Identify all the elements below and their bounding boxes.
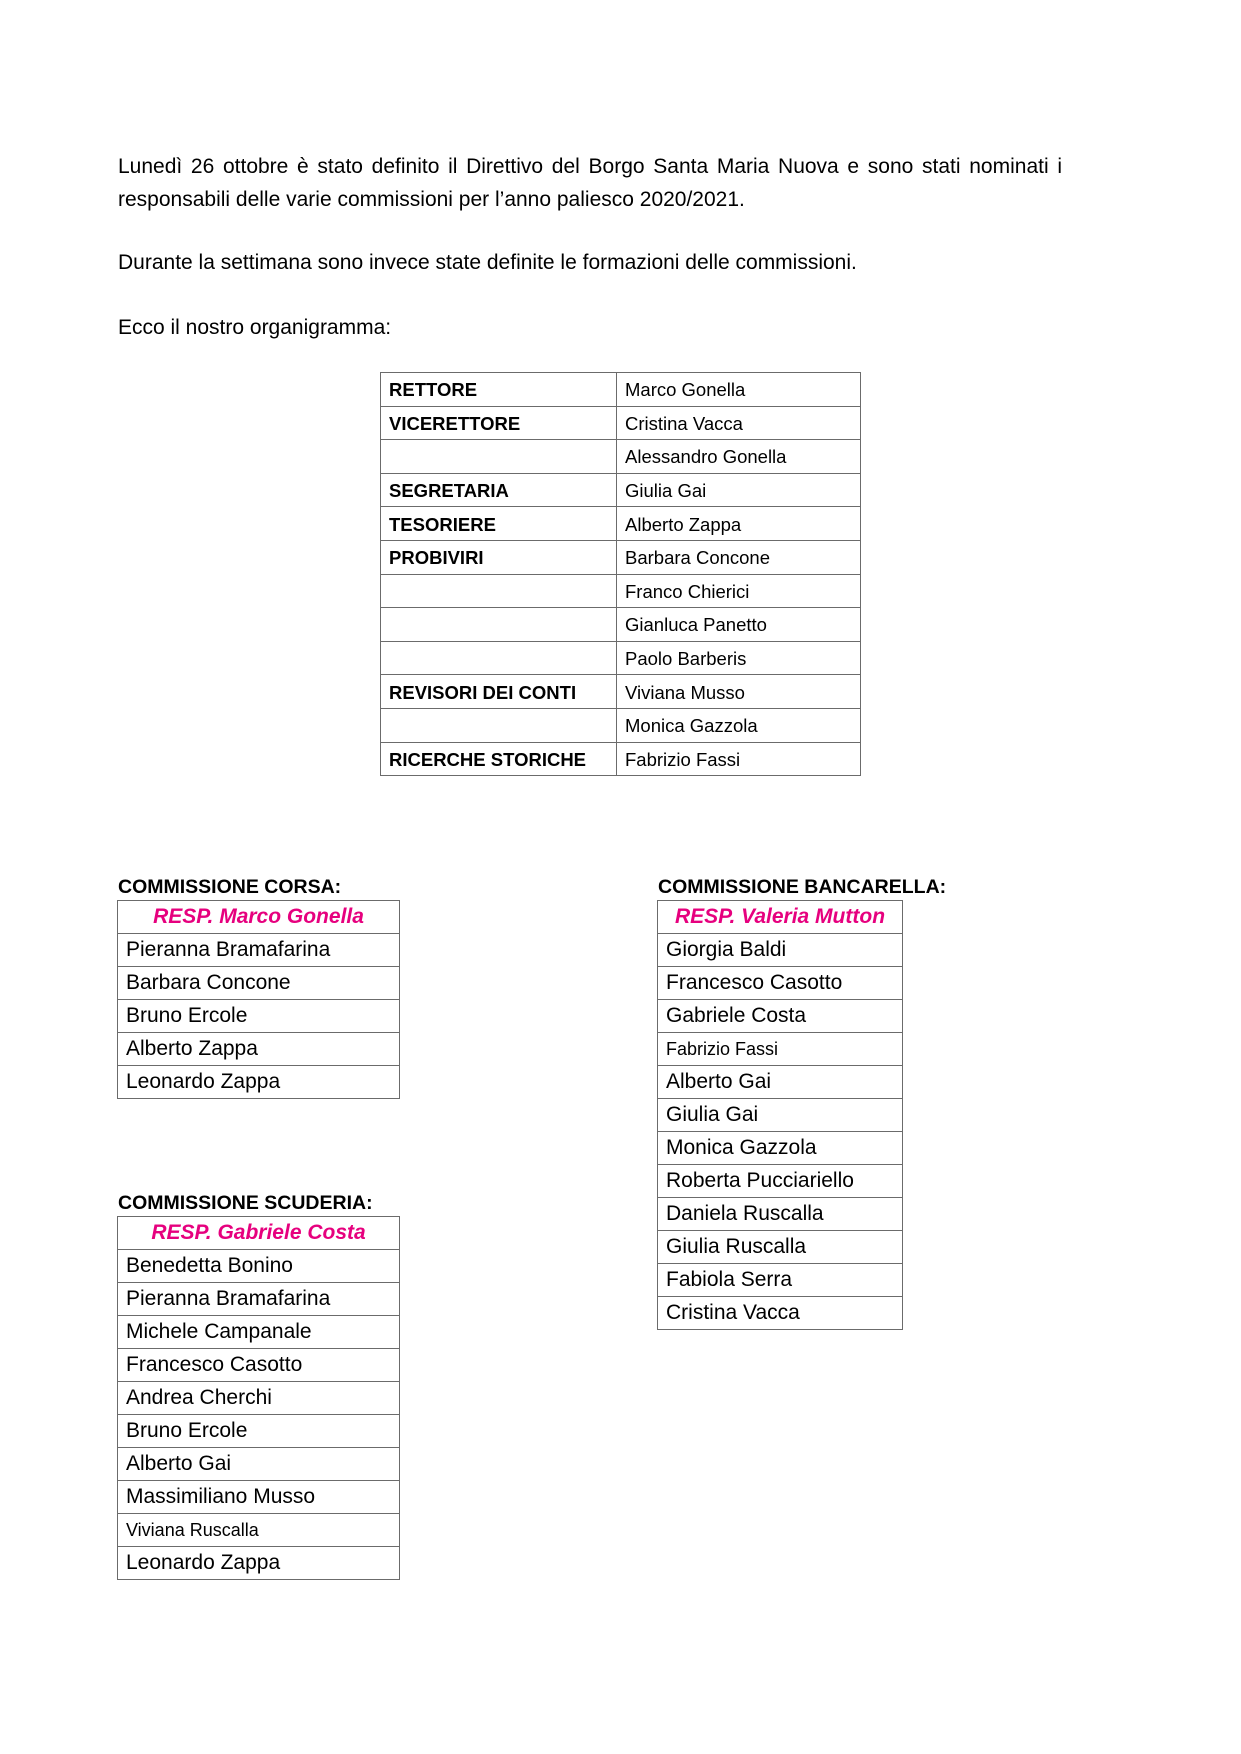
role-cell [381, 641, 617, 675]
organigramma-row [381, 507, 861, 541]
organigramma-row [381, 540, 861, 574]
member-cell: Fabiola Serra [658, 1264, 903, 1297]
member-cell: Francesco Casotto [658, 967, 903, 1000]
member-row [118, 1514, 400, 1547]
member-row [118, 1000, 400, 1033]
name-cell: Barbara Concone [617, 540, 861, 574]
member-row [658, 1099, 903, 1132]
member-row [118, 1066, 400, 1099]
resp-row [118, 901, 400, 934]
member-row [658, 1066, 903, 1099]
role-cell: VICERETTORE [381, 406, 617, 440]
member-cell: Gabriele Costa [658, 1000, 903, 1033]
member-row [658, 1132, 903, 1165]
role-cell: TESORIERE [381, 507, 617, 541]
member-cell: Bruno Ercole [118, 1415, 400, 1448]
name-cell: Franco Chierici [617, 574, 861, 608]
member-cell: Alberto Zappa [118, 1033, 400, 1066]
member-row [658, 1297, 903, 1330]
member-cell: Alberto Gai [658, 1066, 903, 1099]
role-cell: RETTORE [381, 373, 617, 407]
member-row [658, 1165, 903, 1198]
member-row [118, 1382, 400, 1415]
commission-bancarella-table [657, 900, 903, 1330]
commission-scuderia-table [117, 1216, 400, 1580]
responsible-cell: RESP. Gabriele Costa [118, 1217, 400, 1250]
name-cell: Alessandro Gonella [617, 440, 861, 474]
responsible-cell: RESP. Marco Gonella [118, 901, 400, 934]
organigramma-row [381, 675, 861, 709]
resp-row [658, 901, 903, 934]
member-cell: Monica Gazzola [658, 1132, 903, 1165]
resp-row [118, 1217, 400, 1250]
commission-bancarella-title: COMMISSIONE BANCARELLA: [658, 876, 947, 898]
role-cell: RICERCHE STORICHE [381, 742, 617, 776]
member-cell: Pieranna Bramafarina [118, 934, 400, 967]
name-cell: Marco Gonella [617, 373, 861, 407]
name-cell: Alberto Zappa [617, 507, 861, 541]
organigramma-row [381, 708, 861, 742]
member-row [658, 1231, 903, 1264]
member-row [118, 1349, 400, 1382]
member-row [118, 1415, 400, 1448]
member-row [118, 1250, 400, 1283]
member-row [658, 1264, 903, 1297]
member-cell: Leonardo Zappa [118, 1066, 400, 1099]
member-row [118, 1283, 400, 1316]
organigramma-row [381, 440, 861, 474]
member-row [658, 1033, 903, 1066]
member-cell: Cristina Vacca [658, 1297, 903, 1330]
organigramma-table [380, 372, 861, 776]
organigramma-row [381, 406, 861, 440]
organigramma-row [381, 742, 861, 776]
role-cell: REVISORI DEI CONTI [381, 675, 617, 709]
member-row [118, 1033, 400, 1066]
name-cell: Gianluca Panetto [617, 608, 861, 642]
member-cell: Leonardo Zappa [118, 1547, 400, 1580]
member-row [658, 1000, 903, 1033]
member-cell: Pieranna Bramafarina [118, 1283, 400, 1316]
member-cell: Alberto Gai [118, 1448, 400, 1481]
organigramma-row [381, 641, 861, 675]
member-row [658, 967, 903, 1000]
organigramma-row [381, 473, 861, 507]
member-cell: Roberta Pucciariello [658, 1165, 903, 1198]
member-cell: Andrea Cherchi [118, 1382, 400, 1415]
role-cell [381, 608, 617, 642]
commission-corsa-title: COMMISSIONE CORSA: [118, 876, 342, 898]
member-cell: Giulia Gai [658, 1099, 903, 1132]
member-cell: Giulia Ruscalla [658, 1231, 903, 1264]
member-row [118, 1547, 400, 1580]
responsible-cell: RESP. Valeria Mutton [658, 901, 903, 934]
name-cell: Giulia Gai [617, 473, 861, 507]
commission-scuderia-title: COMMISSIONE SCUDERIA: [118, 1192, 373, 1214]
name-cell: Monica Gazzola [617, 708, 861, 742]
intro-paragraph: Lunedì 26 ottobre è stato definito il Direttivo del Borgo Santa Maria Nuova e sono stati nominati i responsabili delle varie commissioni per l’anno paliesco 2020/2021. [118, 155, 1062, 211]
role-cell [381, 574, 617, 608]
member-cell: Bruno Ercole [118, 1000, 400, 1033]
name-cell: Viviana Musso [617, 675, 861, 709]
name-cell: Cristina Vacca [617, 406, 861, 440]
member-cell: Benedetta Bonino [118, 1250, 400, 1283]
member-cell: Giorgia Baldi [658, 934, 903, 967]
member-row [658, 934, 903, 967]
role-cell [381, 708, 617, 742]
member-cell: Fabrizio Fassi [658, 1033, 903, 1066]
member-cell: Viviana Ruscalla [118, 1514, 400, 1547]
intro-paragraph: Durante la settimana sono invece state definite le formazioni delle commissioni. [118, 251, 857, 274]
member-row [658, 1198, 903, 1231]
member-row [118, 934, 400, 967]
member-cell: Massimiliano Musso [118, 1481, 400, 1514]
member-row [118, 1448, 400, 1481]
organigramma-row [381, 608, 861, 642]
role-cell [381, 440, 617, 474]
member-row [118, 967, 400, 1000]
member-cell: Francesco Casotto [118, 1349, 400, 1382]
member-row [118, 1481, 400, 1514]
name-cell: Fabrizio Fassi [617, 742, 861, 776]
organigramma-row [381, 373, 861, 407]
commission-corsa-table [117, 900, 400, 1099]
role-cell: SEGRETARIA [381, 473, 617, 507]
intro-paragraph: Ecco il nostro organigramma: [118, 316, 392, 339]
member-cell: Barbara Concone [118, 967, 400, 1000]
member-row [118, 1316, 400, 1349]
role-cell: PROBIVIRI [381, 540, 617, 574]
member-cell: Daniela Ruscalla [658, 1198, 903, 1231]
member-cell: Michele Campanale [118, 1316, 400, 1349]
name-cell: Paolo Barberis [617, 641, 861, 675]
organigramma-row [381, 574, 861, 608]
